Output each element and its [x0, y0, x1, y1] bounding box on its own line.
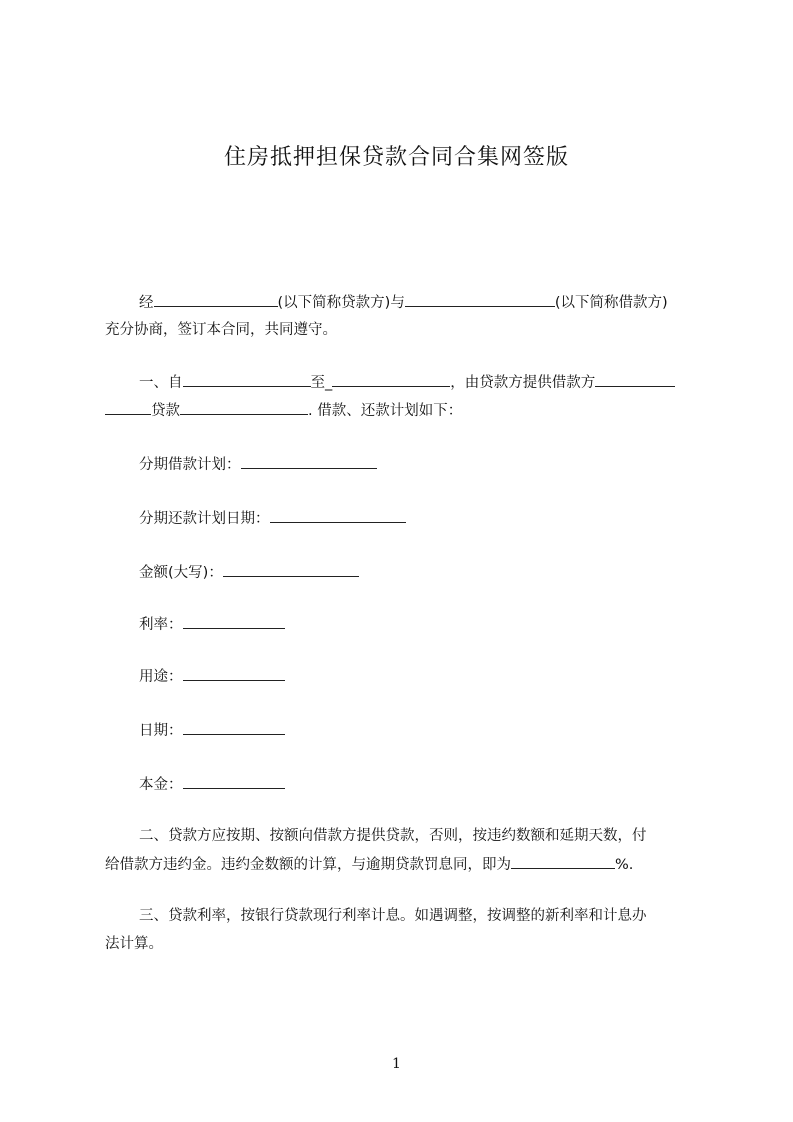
field-label-purpose: 用途：	[139, 669, 183, 685]
intro-text-c: (以下简称借款方)	[554, 295, 668, 311]
clause1-text-d: 贷款	[151, 403, 180, 419]
start-date-blank[interactable]	[183, 372, 311, 387]
field-label-interest-rate: 利率：	[139, 617, 183, 633]
field-label-principal: 本金：	[139, 777, 183, 793]
page-number: 1	[392, 1056, 401, 1072]
lender-name-blank[interactable]	[154, 292, 278, 307]
field-installment-borrow	[139, 454, 377, 475]
clause1-text-c: ，由贷款方提供借款方	[450, 375, 596, 391]
intro-text-b: (以下简称贷款方)与	[277, 295, 405, 311]
clause1-line-1	[139, 372, 675, 393]
penalty-rate-blank[interactable]	[511, 854, 615, 869]
borrower-name-blank[interactable]	[405, 292, 555, 307]
field-date	[139, 720, 285, 741]
clause1-text-b: 至_	[310, 375, 333, 391]
clause2-text-a: 给借款方违约金。违约金数额的计算，与逾期贷款罚息同，即为	[105, 857, 511, 873]
clause2-line-1: 二、贷款方应按期、按额向借款方提供贷款，否则，按违约数额和延期天数，付	[139, 828, 647, 844]
field-amount-upper	[139, 562, 359, 583]
clause1-line-2	[105, 400, 462, 421]
field-purpose	[139, 666, 285, 687]
clause3-line-1: 三、贷款利率，按银行贷款现行利率计息。如遇调整，按调整的新利率和计息办	[139, 908, 647, 924]
field-label-installment-repay: 分期还款计划日期：	[139, 511, 270, 527]
principal-blank[interactable]	[183, 774, 285, 789]
interest-rate-blank[interactable]	[183, 614, 285, 629]
amount-upper-blank[interactable]	[223, 562, 359, 577]
field-installment-repay	[139, 508, 406, 529]
clause1-text-e: . 借款、还款计划如下：	[308, 403, 463, 419]
clause2-text-b: %.	[615, 857, 634, 873]
clause2-line-2	[105, 854, 633, 875]
field-principal	[139, 774, 285, 795]
intro-text-a: 经	[139, 295, 154, 311]
intro-line-2: 充分协商，签订本合同，共同遵守。	[105, 322, 337, 338]
field-label-installment-borrow: 分期借款计划：	[139, 457, 241, 473]
end-date-blank[interactable]	[332, 372, 450, 387]
field-label-amount-upper: 金额(大写)：	[139, 565, 223, 581]
intro-line-1	[139, 292, 668, 313]
loan-type-blank-part2[interactable]	[105, 400, 151, 415]
clause3-line-2: 法计算。	[105, 936, 163, 952]
document-title: 住房抵押担保贷款合同合集网签版	[223, 145, 569, 170]
loan-amount-blank[interactable]	[180, 400, 308, 415]
installment-borrow-blank[interactable]	[241, 454, 377, 469]
field-label-date: 日期：	[139, 723, 183, 739]
field-interest-rate	[139, 614, 285, 635]
loan-type-blank-part1[interactable]	[595, 372, 675, 387]
clause1-text-a: 一、自	[139, 375, 183, 391]
purpose-blank[interactable]	[183, 666, 285, 681]
installment-repay-blank[interactable]	[270, 508, 406, 523]
date-blank[interactable]	[183, 720, 285, 735]
